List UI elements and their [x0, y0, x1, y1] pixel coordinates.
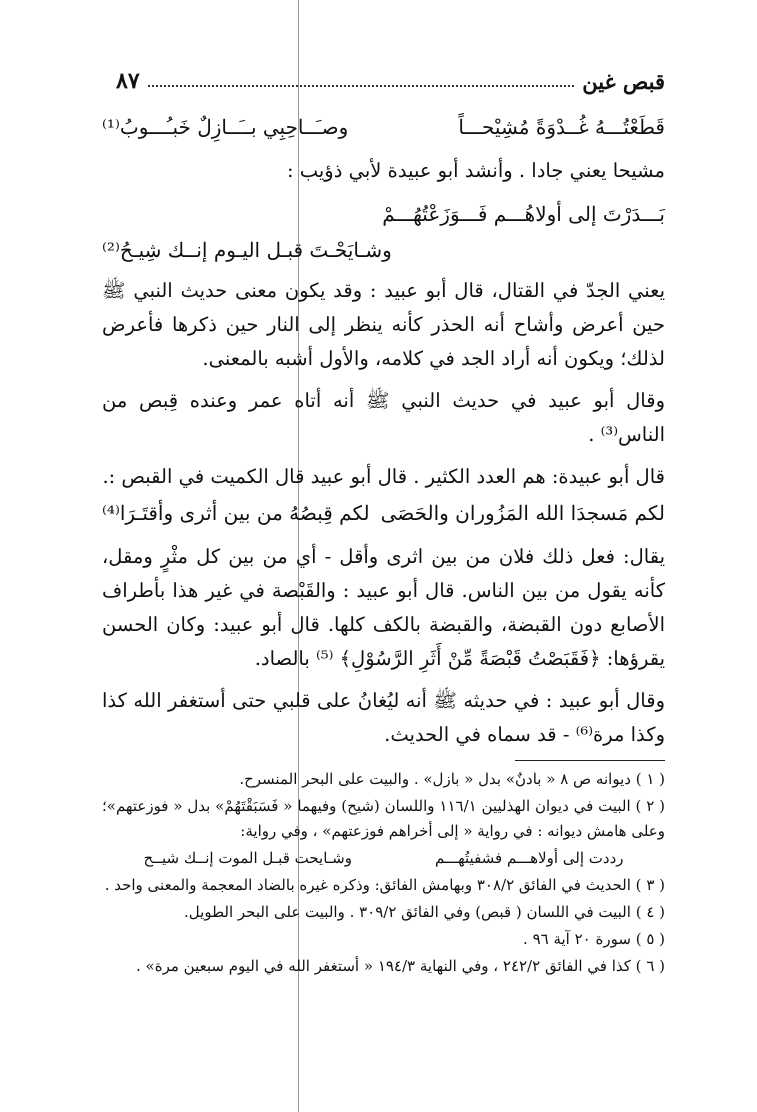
paragraph-3: وقال أبو عبيد في حديث النبي ﷺ أنه أتاه عمر وعنده قِبص من الناس⁽³⁾ .	[102, 389, 665, 446]
verse-2-line-1: بَـــدَرْتَ إلى أولاهُـــم فَـــوَزَعْتُهُـــمْ	[382, 202, 665, 226]
page-header	[116, 60, 665, 92]
footnotes	[102, 767, 665, 979]
footnote-3: ( ٣ ) الحديث في الفائق ٣٠٨/٢ وبهامش الفائق: وذكره غيره بالضاد المعجمة والمعنى واحد .	[104, 876, 665, 894]
footnote-1: ( ١ ) ديوانه ص ٨ « بادنٌ» بدل « بازل» . والبيت على البحر المنسرح.	[239, 770, 665, 788]
footnote-verse-left: وشـايحت قبـل الموت إنــك شيــح	[143, 849, 352, 867]
paragraph-6: وقال أبو عبيد : في حديثه ﷺ أنه ليُغانُ على قلبي حتى أستغفر الله كذا وكذا مرة⁽⁶⁾ - قد سماه في الحديث.	[102, 689, 665, 746]
paragraph-2: يعني الجدّ في القتال، قال أبو عبيد : وقد يكون معنى حديث النبي ﷺ حين أعرض وأشاح أنه الحذر كأنه ينظر إلى النار حين ذكرها فأعرض لذلك؛ ويكون أنه أراد الجد في كلامه، والأول أشبه بالمعنى.	[102, 279, 665, 370]
verse-1-hemistich-right: قَطَعْتُـــهُ غُــدْوَةً مُشِيْحـــاً	[458, 115, 665, 139]
footnote-verse	[102, 846, 665, 871]
footnote-4: ( ٤ ) البيت في اللسان ( قبص) وفي الفائق ٣٠٩/٢ . والبيت على البحر الطويل.	[184, 903, 665, 921]
verse-2-line-2: وشـايَحْـتَ قبـل اليـوم إنــك شِيـحُ⁽²⁾	[102, 238, 392, 262]
paragraph-5: يقال: فعل ذلك فلان من بين اثرى وأقل - أي من بين كل مثْرٍ ومقل، كأنه يقول من بين الناس. قال أبو عبيد : والقَبْصة في غير هذا بأطراف الأصابع دون القبضة، والقبضة بالكف كلها. قال أبو عبيد: وكان الحسن يقرؤها: ﴿فَقَبَصْتُ قَبْصَةً مِّنْ أَثَرِ الرَّسُوْلِ﴾ ⁽⁵⁾ بالصاد.	[102, 545, 665, 670]
footnote-5: ( ٥ ) سورة ٢٠ آية ٩٦ .	[523, 930, 665, 948]
footnote-separator	[515, 760, 665, 761]
page-number: ٨٧	[116, 68, 140, 94]
verse-3-hemistich-left: لكم قِبصُهُ من بين أثرى وأقتَـرَا⁽⁴⁾	[102, 501, 370, 525]
verse-3	[102, 494, 665, 532]
running-head: قبص غين	[582, 69, 665, 94]
verse-2	[102, 196, 665, 268]
footnote-6: ( ٦ ) كذا في الفائق ٢٤٢/٢ ، وفي النهاية ١٩٤/٣ « أستغفر الله في اليوم سبعين مرة» .	[136, 957, 665, 975]
verse-1-hemistich-left: وصـَــاحِبِي بــَــازِلٌ خَبـُـــوبُ⁽¹⁾	[102, 115, 349, 139]
footnote-2: ( ٢ ) البيت في ديوان الهذليين ١١٦/١ واللسان (شيح) وفيهما « فَسَبَقْتَهُمْ» بدل « فوزعتهم»؛ وعلى هامش ديوانه : في رواية « إلى أخراهم فوزعتهم» ، وفي رواية:	[102, 797, 666, 840]
paragraph-4: قال أبو عبيدة: هم العدد الكثير . قال أبو عبيد قال الكميت في القبص :.	[102, 465, 665, 488]
footnote-verse-right: رددت إلى أولاهـــم فشفيتُهـــم	[434, 849, 624, 867]
main-text	[102, 108, 665, 981]
paragraph-1: مشيحا يعني جادا . وأنشد أبو عبيدة لأبي ذؤيب :	[286, 159, 665, 182]
verse-3-hemistich-right: لكم مَسجدَا الله المَزُوران والحَصَى	[380, 501, 665, 525]
header-dotted-leader	[148, 85, 575, 87]
verse-1	[102, 108, 665, 146]
